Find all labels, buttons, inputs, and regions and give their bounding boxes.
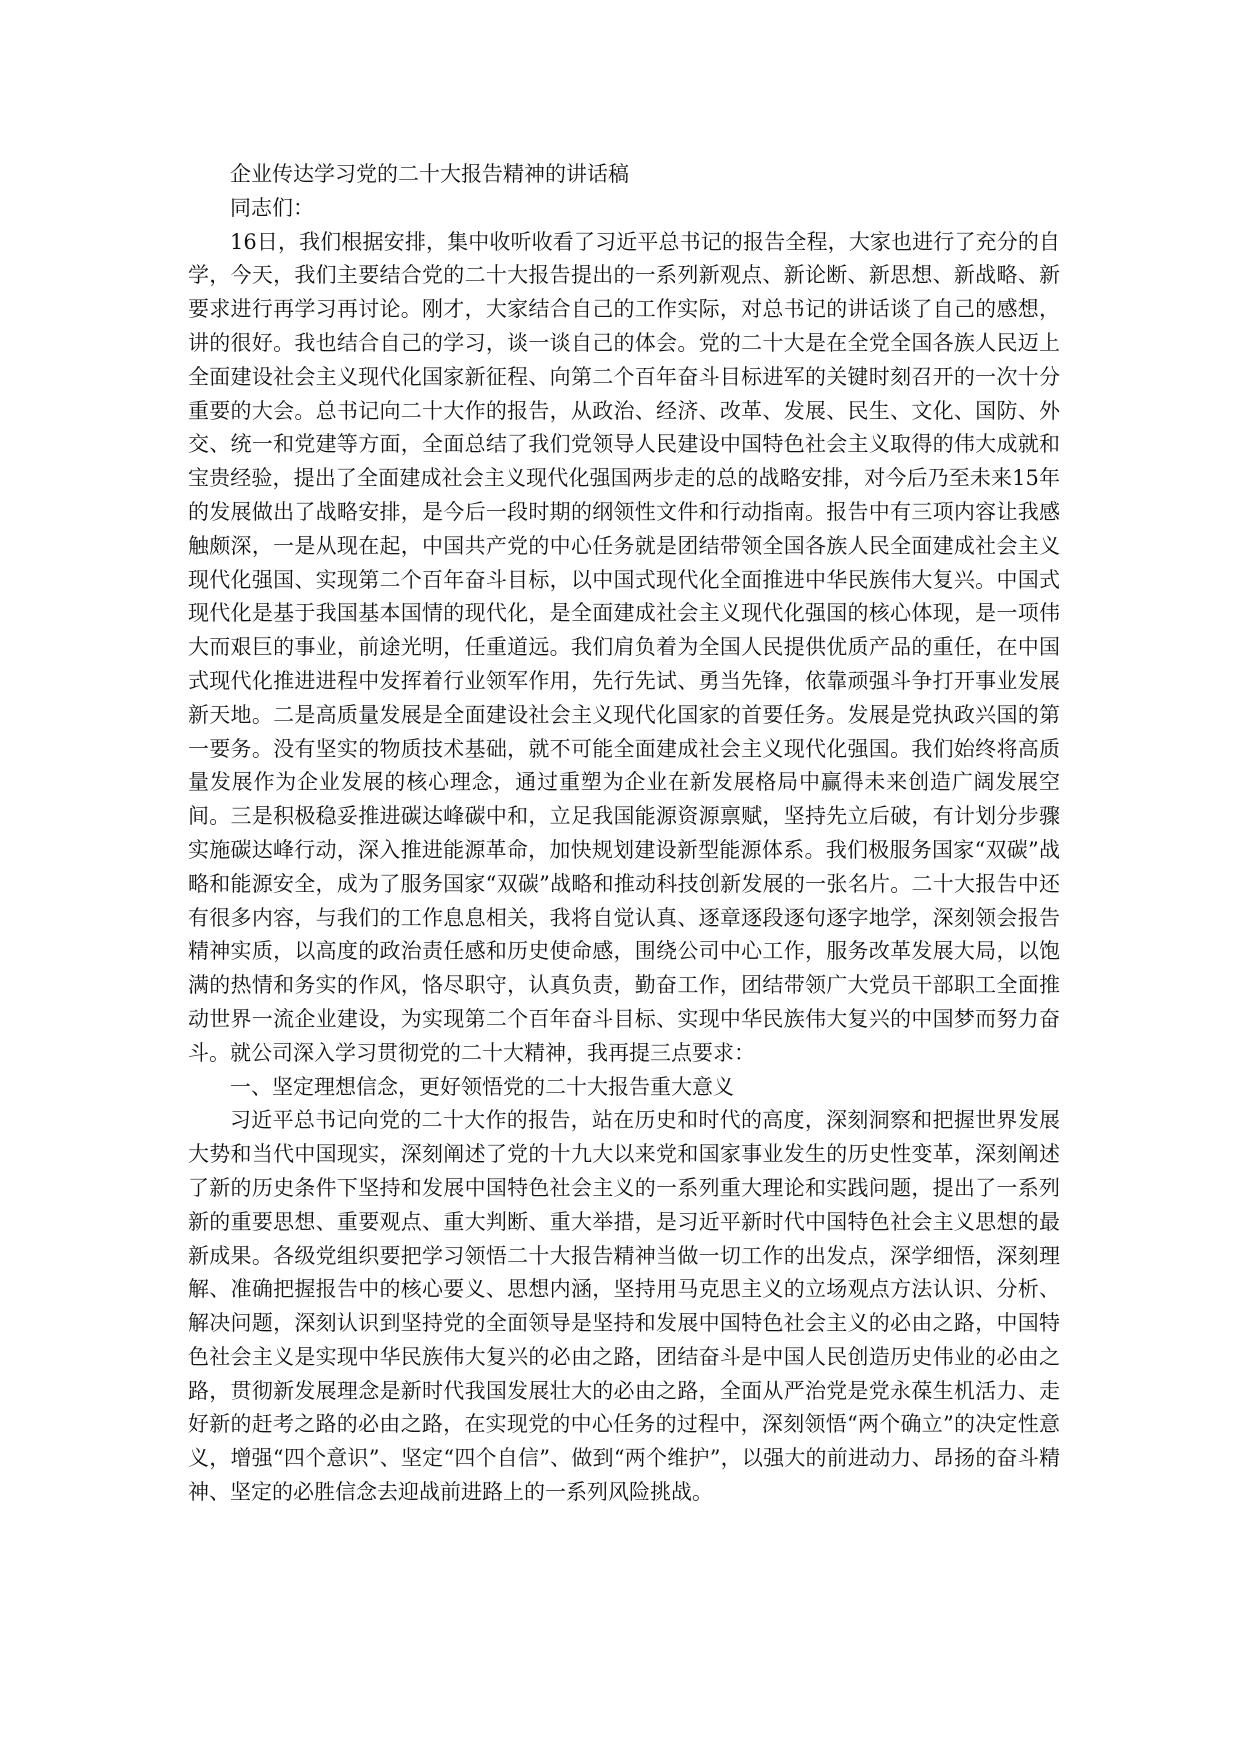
document-page [188, 158, 1060, 1510]
body-paragraph-1: 16日，我们根据安排，集中收听收看了习近平总书记的报告全程，大家也进行了充分的自学，今天，我们主要结合党的二十大报告提出的一系列新观点、新论断、新思想、新战略、新要求进行再学习再讨论。刚才，大家结合自己的工作实际，对总书记的讲话谈了自己的感想，讲的很好。我也结合自己的学习，谈一谈自己的体会。党的二十大是在全党全国各族人民迈上全面建设社会主义现代化国家新征程、向第二个百年奋斗目标进军的关键时刻召开的一次十分重要的大会。总书记向二十大作的报告，从政治、经济、改革、发展、民生、文化、国防、外交、统一和党建等方面，全面总结了我们党领导人民建设中国特色社会主义取得的伟大成就和宝贵经验，提出了全面建成社会主义现代化强国两步走的总的战略安排，对今后乃至未来15年的发展做出了战略安排，是今后一段时期的纲领性文件和行动指南。报告中有三项内容让我感触颇深，一是从现在起，中国共产党的中心任务就是团结带领全国各族人民全面建成社会主义现代化强国、实现第二个百年奋斗目标，以中国式现代化全面推进中华民族伟大复兴。中国式现代化是基于我国基本国情的现代化，是全面建成社会主义现代化强国的核心体现，是一项伟大而艰巨的事业，前途光明，任重道远。我们肩负着为全国人民提供优质产品的重任，在中国式现代化推进进程中发挥着行业领军作用，先行先试、勇当先锋，依靠顽强斗争打开事业发展新天地。二是高质量发展是全面建设社会主义现代化国家的首要任务。发展是党执政兴国的第一要务。没有坚实的物质技术基础，就不可能全面建成社会主义现代化强国。我们始终将高质量发展作为企业发展的核心理念，通过重塑为企业在新发展格局中赢得未来创造广阔发展空间。三是积极稳妥推进碳达峰碳中和，立足我国能源资源禀赋，坚持先立后破，有计划分步骤实施碳达峰行动，深入推进能源革命，加快规划建设新型能源体系。我们极服务国家“双碳”战略和能源安全，成为了服务国家“双碳”战略和推动科技创新发展的一张名片。二十大报告中还有很多内容，与我们的工作息息相关，我将自觉认真、逐章逐段逐句逐字地学，深刻领会报告精神实质，以高度的政治责任感和历史使命感，围绕公司中心工作，服务改革发展大局，以饱满的热情和务实的作风，恪尽职守，认真负责，勤奋工作，团结带领广大党员干部职工全面推动世界一流企业建设，为实现第二个百年奋斗目标、实现中华民族伟大复兴的中国梦而努力奋斗。就公司深入学习贯彻党的二十大精神，我再提三点要求： [188, 229, 1060, 1065]
section-heading-1: 一、坚定理想信念，更好领悟党的二十大报告重大意义 [230, 1074, 734, 1099]
body-paragraph-2: 习近平总书记向党的二十大作的报告，站在历史和时代的高度，深刻洞察和把握世界发展大势和当代中国现实，深刻阐述了党的十九大以来党和国家事业发生的历史性变革，深刻阐述了新的历史条件下坚持和发展中国特色社会主义的一系列重大理论和实践问题，提出了一系列新的重要思想、重要观点、重大判断、重大举措，是习近平新时代中国特色社会主义思想的最新成果。各级党组织要把学习领悟二十大报告精神当做一切工作的出发点，深学细悟，深刻理解、准确把握报告中的核心要义、思想内涵，坚持用马克思主义的立场观点方法认识、分析、解决问题，深刻认识到坚持党的全面领导是坚持和发展中国特色社会主义的必由之路，中国特色社会主义是实现中华民族伟大复兴的必由之路，团结奋斗是中国人民创造历史伟业的必由之路，贯彻新发展理念是新时代我国发展壮大的必由之路，全面从严治党是党永葆生机活力、走好新的赶考之路的必由之路，在实现党的中心任务的过程中，深刻领悟“两个确立”的决定性意义，增强“四个意识”、坚定“四个自信”、做到“两个维护”，以强大的前进动力、昂扬的奋斗精神、坚定的必胜信念去迎战前进路上的一系列风险挑战。 [188, 1108, 1060, 1505]
document-title: 企业传达学习党的二十大报告精神的讲话稿 [230, 162, 629, 186]
salutation: 同志们： [230, 195, 314, 220]
